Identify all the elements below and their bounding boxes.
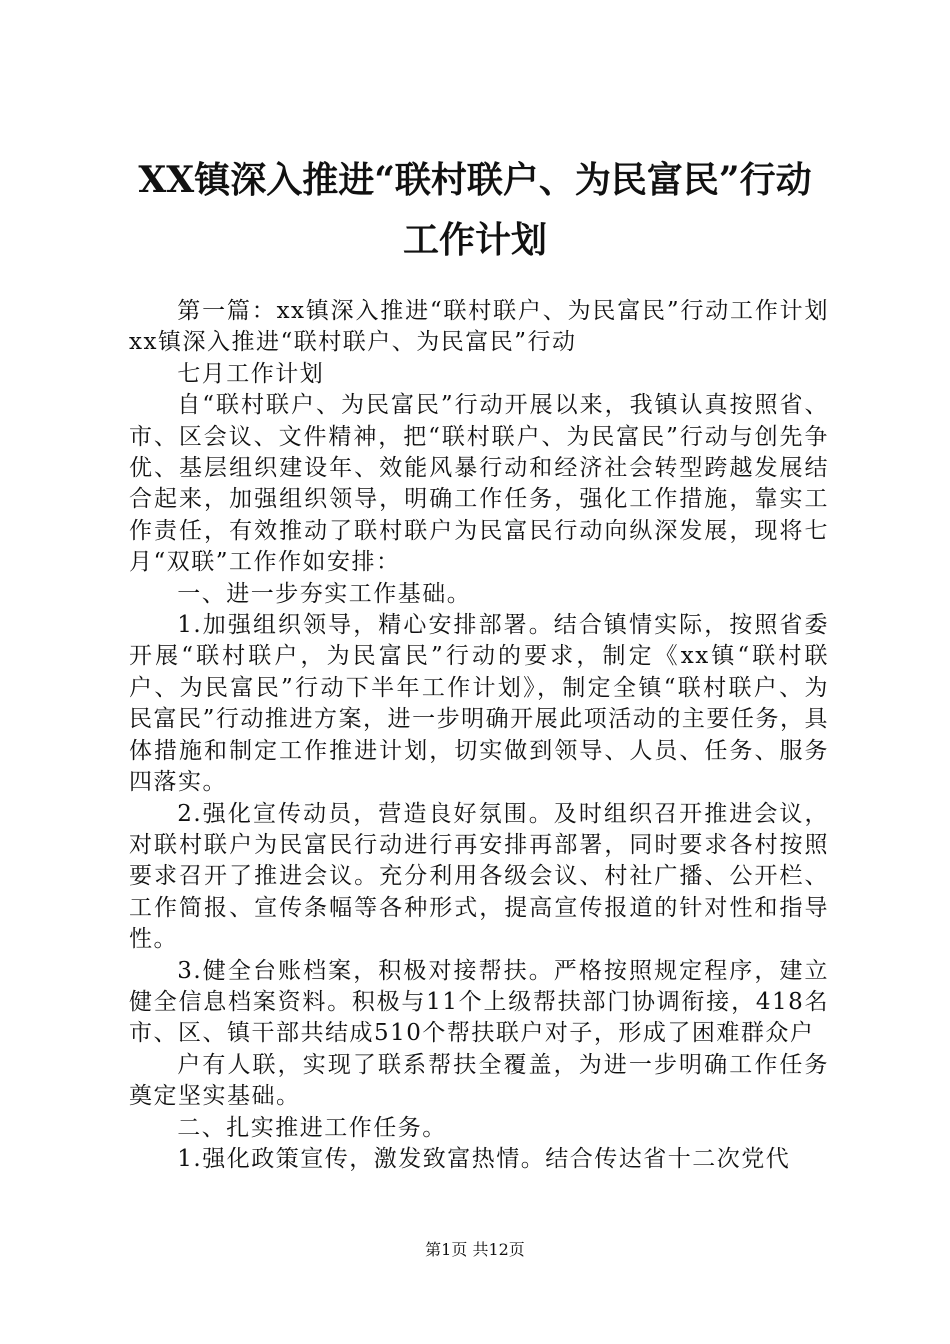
- paragraph: 户有人联，实现了联系帮扶全覆盖，为进一步明确工作任务奠定坚实基础。: [129, 1051, 829, 1110]
- paragraph: 第一篇：xx镇深入推进“联村联户、为民富民”行动工作计划xx镇深入推进“联村联户、为民富民”行动: [129, 298, 829, 356]
- paragraph: 1.加强组织领导，精心安排部署。结合镇情实际，按照省委开展“联村联户，为民富民”行动的要求，制定《xx镇“联村联户、为民富民”行动下半年工作计划》，制定全镇“联村联户、为民富民”行动推进方案，进一步明确开展此项活动的主要任务，具体措施和制定工作推进计划，切实做到领导、人员、任务、服务四落实。: [129, 612, 829, 796]
- paragraph: 2.强化宣传动员，营造良好氛围。及时组织召开推进会议，对联村联户为民富民行动进行再安排再部署，同时要求各村按照要求召开了推进会议。充分利用各级会议、村社广播、公开栏、工作简报、宣传条幅等各种形式，提高宣传报道的针对性和指导性。: [129, 800, 829, 953]
- paragraph: 自“联村联户、为民富民”行动开展以来，我镇认真按照省、市、区会议、文件精神，把“联村联户、为民富民”行动与创先争优、基层组织建设年、效能风暴行动和经济社会转型跨越发展结合起来，加强组织领导，明确工作任务，强化工作措施，靠实工作责任，有效推动了联村联户为民富民行动向纵深发展，现将七月“双联”工作作如安排：: [129, 392, 829, 576]
- section-heading: 二、扎实推进工作任务。: [177, 1114, 447, 1141]
- section-heading: 一、进一步夯实工作基础。: [177, 580, 472, 607]
- document-title-line-2: 工作计划: [402, 219, 547, 261]
- paragraph: 1.强化政策宣传，激发致富热情。结合传达省十二次党代: [177, 1145, 791, 1172]
- page-number-footer: 第1页 共12页: [425, 1240, 525, 1259]
- paragraph: 3.健全台账档案，积极对接帮扶。严格按照规定程序，建立健全信息档案资料。积极与11个上级帮扶部门协调衔接，418名市、区、镇干部共结成510个帮扶联户对子，形成了困难群众户: [129, 957, 829, 1047]
- document-body: [129, 296, 829, 1175]
- paragraph: 七月工作计划: [177, 360, 325, 387]
- document-title-line-1: XX镇深入推进“联村联户、为民富民”行动: [138, 159, 812, 201]
